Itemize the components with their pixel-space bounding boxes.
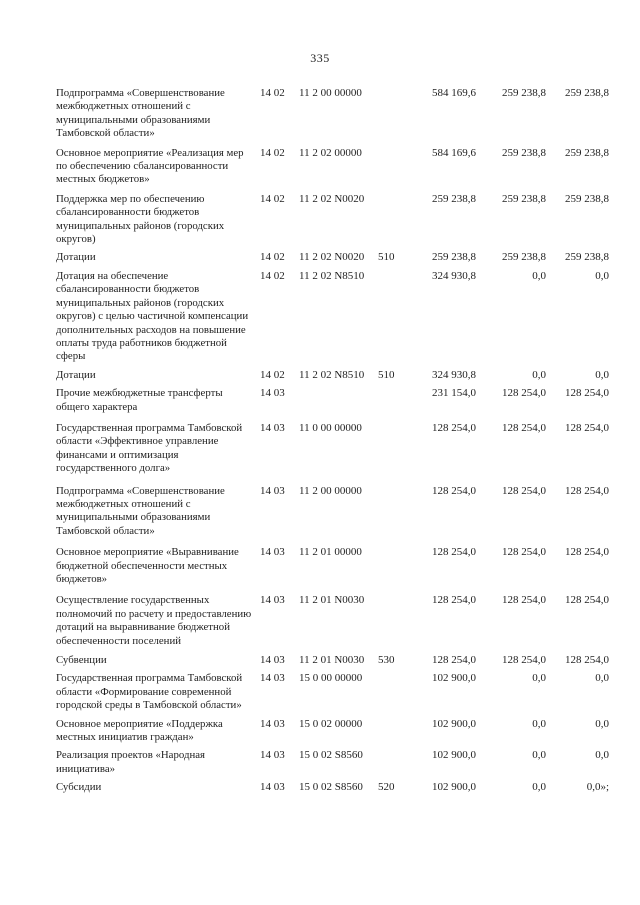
row-amount-year-3: 128 254,0 xyxy=(565,387,609,400)
row-section-code: 14 03 xyxy=(260,594,285,607)
row-section-code: 14 02 xyxy=(260,269,285,282)
table-row xyxy=(56,781,616,794)
row-section-code: 14 03 xyxy=(260,421,285,434)
row-amount-year-3: 128 254,0 xyxy=(565,421,609,434)
row-amount-year-1: 128 254,0 xyxy=(432,421,476,434)
row-article-code: 11 2 02 N8510 xyxy=(299,269,365,282)
row-article-code: 11 2 01 00000 xyxy=(299,546,362,559)
row-article-code: 15 0 02 S8560 xyxy=(299,781,363,794)
row-amount-year-3: 128 254,0 xyxy=(565,654,609,667)
table-row xyxy=(56,87,616,141)
row-name: Поддержка мер по обеспечению сбалансированности бюджетов муниципальных районов (городских округов) xyxy=(56,192,225,246)
row-amount-year-2: 128 254,0 xyxy=(502,546,546,559)
row-amount-year-2: 0,0 xyxy=(532,269,546,282)
row-amount-year-1: 102 900,0 xyxy=(432,781,476,794)
row-section-code: 14 02 xyxy=(260,87,285,99)
row-amount-year-2: 0,0 xyxy=(532,368,546,381)
row-expense-type-code: 510 xyxy=(378,251,395,264)
row-section-code: 14 02 xyxy=(260,251,285,264)
row-amount-year-3: 0,0»; xyxy=(586,781,609,794)
row-section-code: 14 03 xyxy=(260,749,285,762)
row-section-code: 14 02 xyxy=(260,368,285,381)
row-amount-year-3: 128 254,0 xyxy=(565,546,609,559)
row-amount-year-1: 102 900,0 xyxy=(432,749,476,762)
table-row xyxy=(56,546,616,586)
row-article-code: 11 2 02 00000 xyxy=(299,146,362,159)
row-expense-type-code: 530 xyxy=(378,654,395,667)
row-amount-year-3: 0,0 xyxy=(595,717,609,730)
row-section-code: 14 03 xyxy=(260,781,285,794)
row-name: Подпрограмма «Совершенствование межбюджетных отношений с муниципальными образованиями Тамбовской области» xyxy=(56,87,225,140)
page-number: 335 xyxy=(310,51,330,65)
row-amount-year-3: 259 238,8 xyxy=(565,251,609,264)
table-row xyxy=(56,147,616,187)
row-amount-year-1: 324 930,8 xyxy=(432,269,476,282)
row-amount-year-2: 259 238,8 xyxy=(502,192,546,205)
row-amount-year-2: 0,0 xyxy=(532,749,546,762)
row-section-code: 14 02 xyxy=(260,146,285,159)
budget-table xyxy=(56,87,616,800)
row-amount-year-3: 259 238,8 xyxy=(565,192,609,205)
row-amount-year-3: 128 254,0 xyxy=(565,594,609,607)
row-name: Реализация проектов «Народная инициатива» xyxy=(56,749,205,775)
row-amount-year-1: 102 900,0 xyxy=(432,672,476,685)
row-amount-year-2: 128 254,0 xyxy=(502,654,546,667)
table-row xyxy=(56,485,616,539)
row-article-code: 15 0 00 00000 xyxy=(299,672,363,685)
row-article-code: 11 2 02 N0020 xyxy=(299,251,365,264)
row-name: Дотация на обеспечение сбалансированности бюджетов муниципальных районов (городских округов) с целью частичной компенсации дополнительных расходов на повышение оплаты труда работников бюджетной сферы xyxy=(56,269,249,363)
row-amount-year-2: 0,0 xyxy=(532,781,546,794)
table-row xyxy=(56,718,616,745)
row-name: Осуществление государственных полномочий по расчету и предоставлению дотаций на выравнивание бюджетной обеспеченности поселений xyxy=(56,594,252,647)
row-section-code: 14 03 xyxy=(260,654,285,667)
row-amount-year-2: 0,0 xyxy=(532,717,546,730)
row-amount-year-3: 259 238,8 xyxy=(565,146,609,159)
row-amount-year-3: 0,0 xyxy=(595,368,609,381)
row-section-code: 14 03 xyxy=(260,484,285,497)
row-article-code: 15 0 02 S8560 xyxy=(299,749,363,762)
row-amount-year-1: 128 254,0 xyxy=(432,654,476,667)
row-article-code: 11 2 02 N8510 xyxy=(299,368,365,381)
row-section-code: 14 03 xyxy=(260,717,285,730)
table-row xyxy=(56,594,616,648)
row-section-code: 14 03 xyxy=(260,672,285,685)
row-name: Прочие межбюджетные трансферты общего характера xyxy=(56,387,223,413)
row-name: Дотации xyxy=(56,368,96,381)
table-row xyxy=(56,251,616,264)
row-amount-year-1: 584 169,6 xyxy=(432,146,476,159)
row-amount-year-3: 0,0 xyxy=(595,749,609,762)
row-amount-year-2: 259 238,8 xyxy=(502,146,546,159)
row-article-code: 11 2 00 00000 xyxy=(299,87,362,99)
row-name: Основное мероприятие «Поддержка местных инициатив граждан» xyxy=(56,717,223,744)
row-amount-year-3: 128 254,0 xyxy=(565,484,609,497)
row-amount-year-3: 259 238,8 xyxy=(565,87,609,99)
row-amount-year-1: 231 154,0 xyxy=(432,387,476,400)
row-amount-year-1: 128 254,0 xyxy=(432,546,476,559)
row-expense-type-code: 520 xyxy=(378,781,395,794)
row-amount-year-1: 128 254,0 xyxy=(432,594,476,607)
table-row xyxy=(56,270,616,364)
row-amount-year-3: 0,0 xyxy=(595,269,609,282)
row-amount-year-1: 128 254,0 xyxy=(432,484,476,497)
row-article-code: 11 2 01 N0030 xyxy=(299,654,365,667)
row-article-code: 15 0 02 00000 xyxy=(299,717,363,730)
row-name: Субвенции xyxy=(56,654,107,667)
row-amount-year-2: 0,0 xyxy=(532,672,546,685)
row-name: Дотации xyxy=(56,251,96,264)
table-row xyxy=(56,193,616,247)
row-article-code: 11 2 01 N0030 xyxy=(299,594,365,607)
row-amount-year-2: 259 238,8 xyxy=(502,87,546,99)
row-name: Основное мероприятие «Реализация мер по обеспечению сбалансированности местных бюджетов» xyxy=(56,146,244,186)
row-amount-year-3: 0,0 xyxy=(595,672,609,685)
row-amount-year-2: 128 254,0 xyxy=(502,421,546,434)
row-name: Основное мероприятие «Выравнивание бюджетной обеспеченности местных бюджетов» xyxy=(56,546,239,585)
row-amount-year-2: 128 254,0 xyxy=(502,484,546,497)
row-name: Субсидии xyxy=(56,781,102,794)
row-amount-year-1: 324 930,8 xyxy=(432,368,476,381)
row-name: Государственная программа Тамбовской области «Эффективное управление финансами и оптимизация государственного долга» xyxy=(56,421,243,475)
row-section-code: 14 03 xyxy=(260,546,285,559)
table-row xyxy=(56,369,616,382)
row-amount-year-2: 259 238,8 xyxy=(502,251,546,264)
row-article-code: 11 2 02 N0020 xyxy=(299,192,365,205)
row-section-code: 14 02 xyxy=(260,192,285,205)
row-amount-year-1: 259 238,8 xyxy=(432,192,476,205)
row-amount-year-1: 102 900,0 xyxy=(432,717,476,730)
table-row xyxy=(56,672,616,712)
row-amount-year-2: 128 254,0 xyxy=(502,594,546,607)
table-row xyxy=(56,654,616,667)
row-name: Государственная программа Тамбовской области «Формирование современной городской среды в Тамбовской области» xyxy=(56,672,243,712)
row-article-code: 11 2 00 00000 xyxy=(299,484,362,497)
row-section-code: 14 03 xyxy=(260,387,285,400)
row-article-code: 11 0 00 00000 xyxy=(299,421,362,434)
row-amount-year-1: 584 169,6 xyxy=(432,87,476,99)
row-amount-year-2: 128 254,0 xyxy=(502,387,546,400)
row-name: Подпрограмма «Совершенствование межбюджетных отношений с муниципальными образованиями Тамбовской области» xyxy=(56,484,225,537)
row-expense-type-code: 510 xyxy=(378,368,395,381)
row-amount-year-1: 259 238,8 xyxy=(432,251,476,264)
table-row xyxy=(56,422,616,476)
table-row xyxy=(56,749,616,776)
table-row xyxy=(56,387,616,414)
